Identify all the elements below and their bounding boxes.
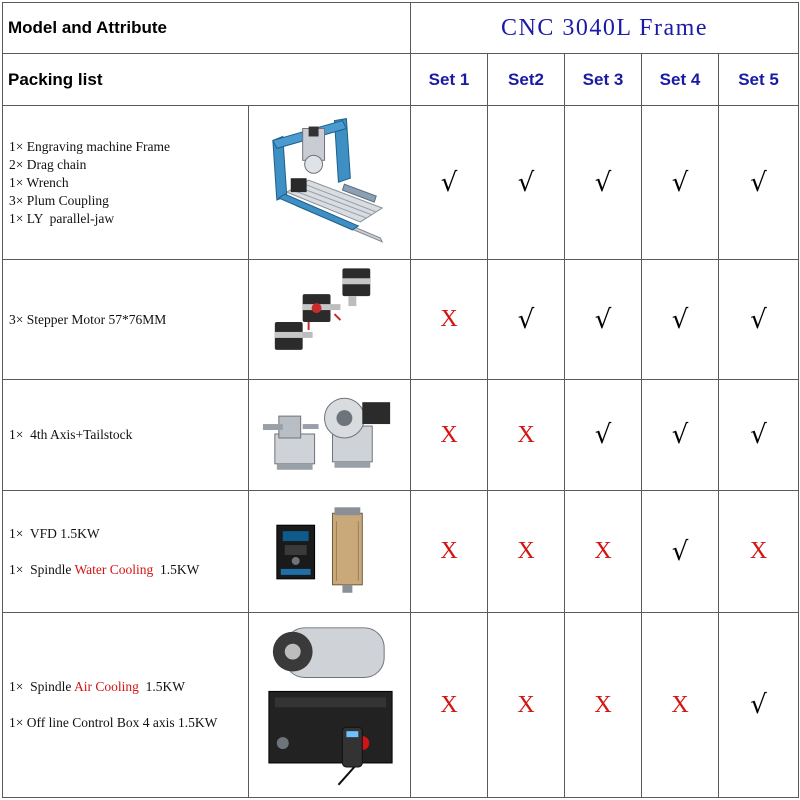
set-header: Set2: [488, 54, 565, 105]
item-line: [9, 174, 248, 192]
item-line: [9, 561, 248, 579]
item-description: [3, 260, 249, 380]
set-cell: [719, 491, 799, 613]
set-cell: [411, 260, 488, 380]
set-header: Set 4: [642, 54, 719, 105]
set-cell: [565, 613, 642, 798]
table-row: [3, 380, 799, 491]
air-spindle-controlbox-image: [249, 613, 411, 798]
item-text: 1× Off line Control Box 4 axis 1.5KW: [9, 715, 218, 731]
item-text: 1.5KW: [153, 561, 200, 577]
included-checkmark: √: [594, 304, 612, 335]
item-description: [3, 105, 249, 259]
item-text: 1× 4th Axis+Tailstock: [9, 427, 133, 443]
item-line: [9, 192, 248, 210]
set-cell: [565, 105, 642, 259]
fourth-axis-image: [249, 380, 411, 491]
table-row: [3, 613, 799, 798]
excluded-mark: X: [517, 538, 535, 565]
included-checkmark: √: [750, 420, 767, 451]
included-checkmark: √: [440, 167, 458, 198]
set-cell: [719, 380, 799, 491]
item-line: [9, 678, 248, 696]
item-text: 1.5KW: [138, 679, 186, 695]
included-checkmark: √: [671, 304, 689, 335]
item-rows: [3, 105, 799, 797]
item-line: [9, 426, 248, 444]
stepper-motors-image: [249, 260, 411, 380]
vfd-spindle-image: [249, 491, 411, 613]
item-line: [9, 210, 248, 228]
cooling-type-text: Air Cooling: [74, 679, 139, 695]
item-line: [9, 714, 248, 732]
set-cell: [488, 260, 565, 380]
set-cell: [719, 105, 799, 259]
set-cell: [411, 613, 488, 798]
item-line: [9, 156, 248, 174]
set-cell: [411, 105, 488, 259]
set-header: Set 5: [719, 54, 799, 105]
item-text: 1× Engraving machine Frame: [9, 138, 170, 154]
excluded-mark: X: [440, 538, 458, 565]
item-text: 3× Plum Coupling: [9, 192, 109, 208]
packing-comparison-table: [2, 2, 799, 798]
excluded-mark: X: [671, 691, 689, 718]
set-cell: [411, 380, 488, 491]
cooling-type-text: Water Cooling: [74, 561, 154, 577]
set-cell: [719, 260, 799, 380]
included-checkmark: √: [517, 167, 535, 198]
item-text: 1× LY parallel-jaw: [9, 210, 115, 226]
set-cell: [565, 260, 642, 380]
item-line: [9, 138, 248, 156]
set-cell: [488, 380, 565, 491]
excluded-mark: X: [517, 421, 535, 448]
cnc-frame-image: [249, 105, 411, 259]
excluded-mark: X: [594, 691, 612, 718]
model-attribute-label: Model and Attribute: [3, 3, 411, 54]
item-text: 1× Wrench: [9, 174, 69, 190]
included-checkmark: √: [671, 536, 689, 567]
included-checkmark: √: [671, 420, 689, 451]
item-line: [9, 525, 248, 543]
table-row: [3, 105, 799, 259]
included-checkmark: √: [750, 304, 767, 335]
set-cell: [642, 613, 719, 798]
excluded-mark: X: [594, 538, 612, 565]
excluded-mark: X: [440, 691, 458, 718]
set-cell: [719, 613, 799, 798]
item-description: [3, 613, 249, 798]
excluded-mark: X: [440, 421, 458, 448]
included-checkmark: √: [594, 420, 612, 451]
item-text: 1× VFD 1.5KW: [9, 525, 100, 541]
set-cell: [411, 491, 488, 613]
excluded-mark: X: [749, 538, 768, 565]
item-description: [3, 491, 249, 613]
item-text: 2× Drag chain: [9, 156, 87, 172]
included-checkmark: √: [750, 167, 767, 198]
table-row: [3, 260, 799, 380]
set-cell: [565, 491, 642, 613]
set-cell: [488, 491, 565, 613]
included-checkmark: √: [671, 167, 689, 198]
item-description: [3, 380, 249, 491]
set-cell: [565, 380, 642, 491]
set-cell: [642, 105, 719, 259]
included-checkmark: √: [517, 304, 535, 335]
excluded-mark: X: [517, 691, 535, 718]
table-row: [3, 491, 799, 613]
packing-list-label: Packing list: [3, 54, 411, 105]
set-cell: [488, 105, 565, 259]
item-text: 3× Stepper Motor 57*76MM: [9, 311, 167, 327]
set-cell: [642, 491, 719, 613]
set-cell: [642, 260, 719, 380]
set-header: Set 3: [565, 54, 642, 105]
included-checkmark: √: [750, 690, 767, 721]
item-line: [9, 311, 248, 329]
included-checkmark: √: [594, 167, 612, 198]
item-text: 1× Spindle: [9, 679, 74, 695]
set-cell: [488, 613, 565, 798]
set-header: Set 1: [411, 54, 488, 105]
set-cell: [642, 380, 719, 491]
item-text: 1× Spindle: [9, 561, 75, 577]
excluded-mark: X: [440, 306, 458, 333]
page-title: CNC 3040L Frame: [411, 3, 799, 54]
